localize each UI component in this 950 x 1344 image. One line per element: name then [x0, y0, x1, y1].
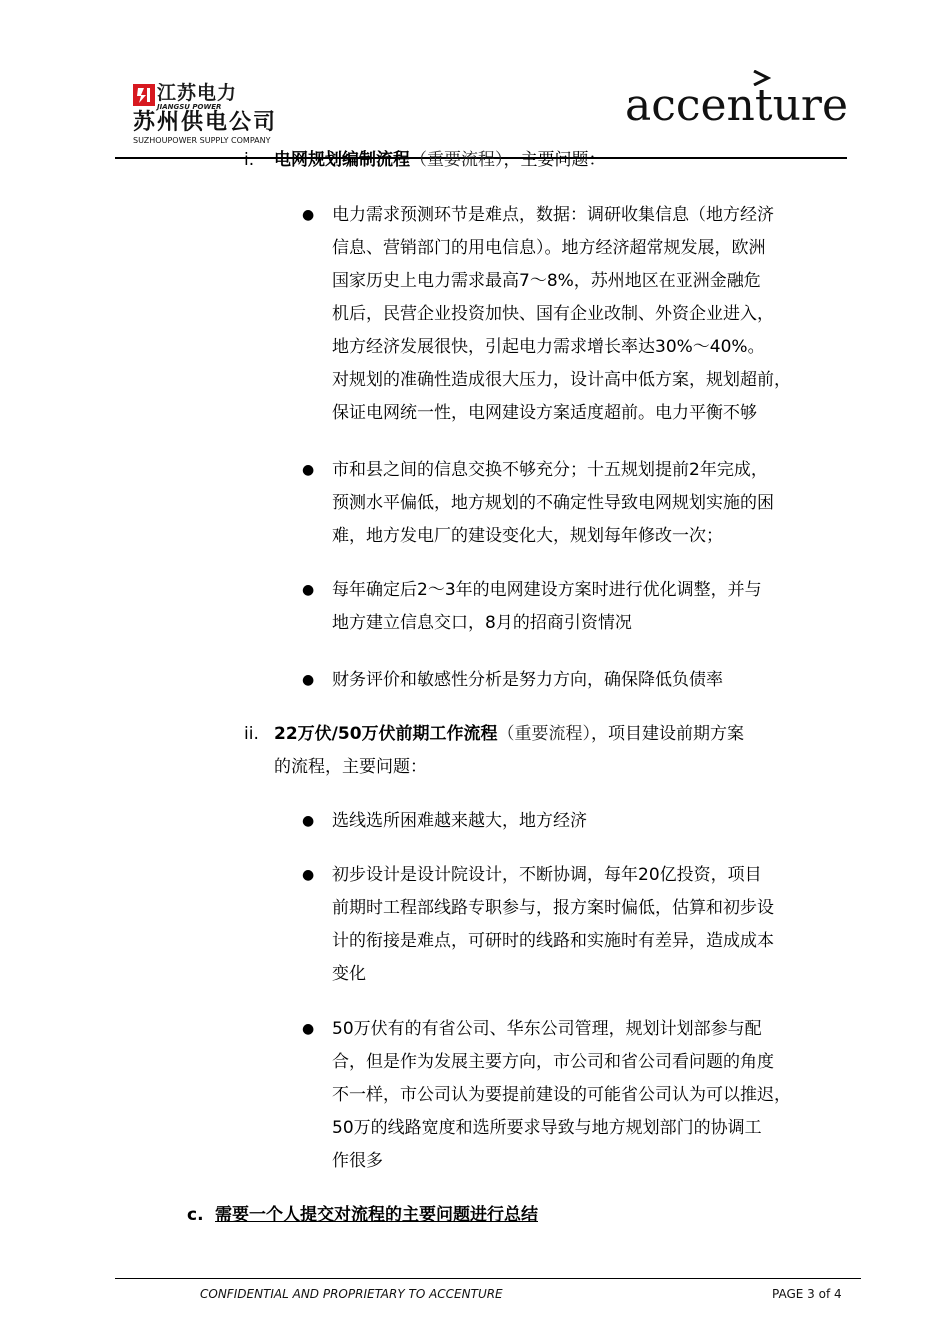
- bullet-line: 变化: [332, 964, 366, 984]
- footer-confidential: CONFIDENTIAL AND PROPRIETARY TO ACCENTURE: [200, 1287, 503, 1301]
- section-i-bullet-2: [332, 454, 852, 553]
- jiangsu-power-emblem-icon: [133, 84, 155, 106]
- section-ii-bullet-2: [332, 859, 852, 991]
- section-i-bullet-3: [332, 574, 852, 640]
- bullet-dot: ●: [302, 813, 315, 829]
- bullet-line: 对规划的准确性造成很大压力，设计高中低方案，规划超前，: [332, 370, 791, 390]
- section-c-summary: 需要一个人提交对流程的主要问题进行总结: [215, 1205, 538, 1225]
- logo-company-cn-main: 苏州供电公司: [133, 110, 278, 135]
- section-i-suffix: ，主要问题：: [503, 150, 606, 170]
- bullet-line: 每年确定后2～3年的电网建设方案时进行优化调整，并与: [332, 580, 762, 600]
- bullet-line: 保证电网统一性，电网建设方案适度超前。电力平衡不够: [332, 403, 757, 423]
- bullet-dot: ●: [302, 582, 315, 598]
- accenture-logo: [625, 70, 848, 131]
- bullet-dot: ●: [302, 1021, 315, 1037]
- section-c-marker-text: c.: [187, 1205, 204, 1225]
- logo-company-cn-top: 江苏电力: [157, 82, 238, 104]
- bullet-line: 国家历史上电力需求最高7～8%，苏州地区在亚洲金融危: [332, 271, 761, 291]
- section-i-note: （重要流程）: [410, 150, 504, 170]
- bullet-line: 50万的线路宽度和选所要求导致与地方规划部门的协调工: [332, 1118, 762, 1138]
- section-c-marker: [187, 1199, 204, 1232]
- section-i-title: 电网规划编制流程: [274, 150, 410, 170]
- section-ii-bullet-3: [332, 1013, 852, 1178]
- accenture-wordmark: accenture: [625, 80, 848, 131]
- bullet-line: 地方建立信息交口，8月的招商引资情况: [332, 613, 632, 633]
- jiangsu-power-logo: [133, 82, 308, 146]
- bullet-dot: ●: [302, 867, 315, 883]
- section-ii-bullet-1: [332, 805, 852, 838]
- section-ii-suffix: ，项目建设前期方案: [591, 724, 745, 744]
- section-i-bullet-1: [332, 199, 852, 430]
- bullet-line: 作很多: [332, 1151, 383, 1171]
- bullet-line: 市和县之间的信息交换不够充分；十五规划提前2年完成，: [332, 460, 768, 480]
- bullet-line: 前期时工程部线路专职参与，报方案时偏低，估算和初步设: [332, 898, 774, 918]
- bullet-line: 50万伏有的有省公司、华东公司管理，规划计划部参与配: [332, 1019, 762, 1039]
- bullet-line: 难，地方发电厂的建设变化大，规划每年修改一次；: [332, 526, 723, 546]
- section-i-heading: [274, 144, 834, 177]
- bullet-line: 计的衔接是难点，可研时的线路和实施时有差异，造成成本: [332, 931, 774, 951]
- logo-company-en-bottom: SUZHOUPOWER SUPPLY COMPANY: [133, 136, 271, 145]
- bullet-line: 选线选所困难越来越大，地方经济: [332, 811, 587, 831]
- bullet-dot: ●: [302, 672, 315, 688]
- section-ii-heading: [274, 718, 844, 784]
- section-ii-note: （重要流程）: [497, 724, 592, 744]
- bullet-line: 初步设计是设计院设计，不断协调，每年20亿投资，项目: [332, 865, 762, 885]
- bullet-dot: ●: [302, 207, 315, 223]
- bullet-line: 地方经济发展很快，引起电力需求增长率达30%～40%。: [332, 337, 765, 357]
- section-c-text: [215, 1199, 735, 1232]
- section-i-bullet-4: [332, 664, 852, 697]
- bullet-line: 合，但是作为发展主要方向，市公司和省公司看问题的角度: [332, 1052, 774, 1072]
- bullet-line: 信息、营销部门的用电信息）。地方经济超常规发展，欧洲: [332, 238, 766, 258]
- section-ii-title: 22万伏/50万伏前期工作流程: [274, 724, 498, 744]
- bullet-dot: ●: [302, 462, 315, 478]
- footer-rule: [115, 1278, 861, 1279]
- section-ii-heading-line-1: [274, 718, 844, 751]
- bullet-line: 不一样，市公司认为要提前建设的可能省公司认为可以推迟，: [332, 1085, 791, 1105]
- bullet-line: 机后，民营企业投资加快、国有企业改制、外资企业进入，: [332, 304, 774, 324]
- footer-page-number: PAGE 3 of 4: [772, 1287, 842, 1301]
- section-ii-marker: ii.: [244, 724, 259, 744]
- logo-company-en-top: JIANGSU POWER: [157, 103, 222, 111]
- section-ii-heading-line-2: 的流程，主要问题：: [274, 757, 427, 777]
- section-i-marker: i.: [244, 150, 255, 170]
- bullet-line: 财务评价和敏感性分析是努力方向，确保降低负债率: [332, 670, 723, 690]
- bullet-line: 预测水平偏低，地方规划的不确定性导致电网规划实施的困: [332, 493, 774, 513]
- bullet-line: 电力需求预测环节是难点，数据：调研收集信息（地方经济: [332, 205, 774, 225]
